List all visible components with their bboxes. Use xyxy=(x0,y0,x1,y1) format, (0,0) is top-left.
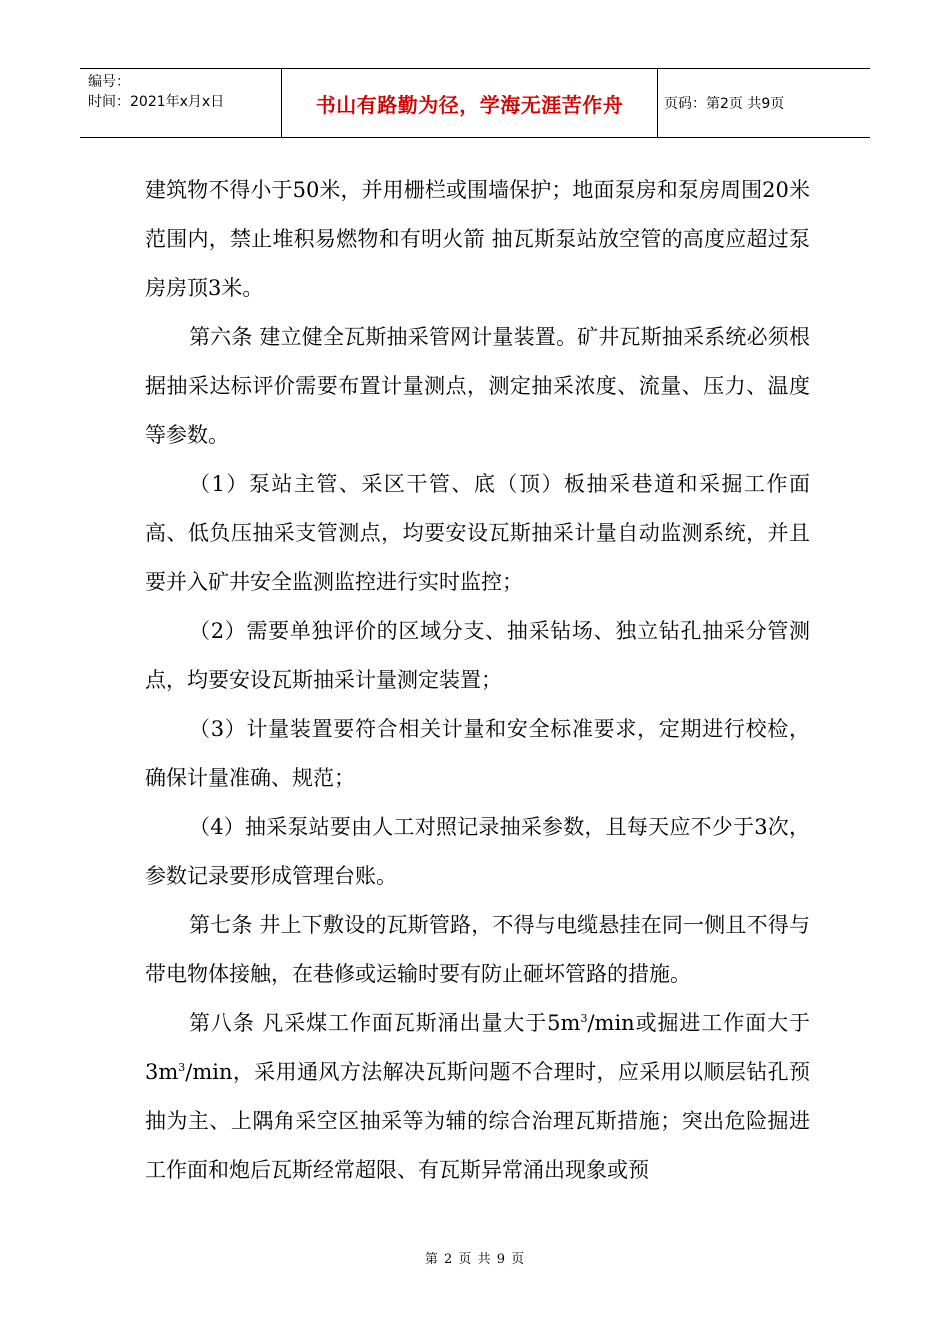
paragraph: （2）需要单独评价的区域分支、抽采钻场、独立钻孔抽采分管测点，均要安设瓦斯抽采计量测定装置； xyxy=(145,619,810,692)
paragraph xyxy=(145,999,810,1195)
paragraph: 建筑物不得小于50米，并用栅栏或围墙保护；地面泵房和泵房周围20米范围内，禁止堆积易燃物和有明火箭 抽瓦斯泵站放空管的高度应超过泵房房顶3米。 xyxy=(145,178,810,300)
header-meta xyxy=(80,69,282,137)
paragraph: （4）抽采泵站要由人工对照记录抽采参数，且每天应不少于3次，参数记录要形成管理台账。 xyxy=(145,815,810,888)
paragraph: （1）泵站主管、采区干管、底（顶）板抽采巷道和采掘工作面高、低负压抽采支管测点，均要安设瓦斯抽采计量自动监测系统，并且要并入矿井安全监测监控进行实时监控； xyxy=(145,472,810,594)
document-body xyxy=(145,166,810,1195)
header-page-info: 页码：第2页 共9页 xyxy=(664,96,785,112)
text-run: /min，采用通风方法解决瓦斯问题不合理时，应采用以顺层钻孔预抽为主、上隅角采空区抽采等为辅的综合治理瓦斯措施；突出危险掘进工作面和炮后瓦斯经常超限、有瓦斯异常涌出现象或预 xyxy=(145,1060,810,1182)
paragraph: （3）计量装置要符合相关计量和安全标准要求，定期进行校检，确保计量准确、规范； xyxy=(145,717,810,790)
page-header xyxy=(80,68,870,138)
superscript: 3 xyxy=(580,1012,588,1025)
text-run: 第八条 凡采煤工作面瓦斯涌出量大于5m xyxy=(189,1011,581,1035)
paragraph: 第六条 建立健全瓦斯抽采管网计量装置。矿井瓦斯抽采系统必须根据抽采达标评价需要布置计量测点，测定抽采浓度、流量、压力、温度等参数。 xyxy=(145,325,810,447)
number-label: 编号： xyxy=(88,74,130,90)
date-label: 时间：2021年x月x日 xyxy=(88,94,225,110)
text-run: /min或掘进工作面大于3m xyxy=(145,1011,810,1084)
page-footer: 第 2 页 共 9 页 xyxy=(424,1252,526,1267)
header-motto: 书山有路勤为径，学海无涯苦作舟 xyxy=(282,69,658,137)
paragraph: 第七条 井上下敷设的瓦斯管路，不得与电缆悬挂在同一侧且不得与带电物体接触，在巷修或运输时要有防止砸坏管路的措施。 xyxy=(145,913,810,986)
superscript: 3 xyxy=(178,1061,186,1074)
